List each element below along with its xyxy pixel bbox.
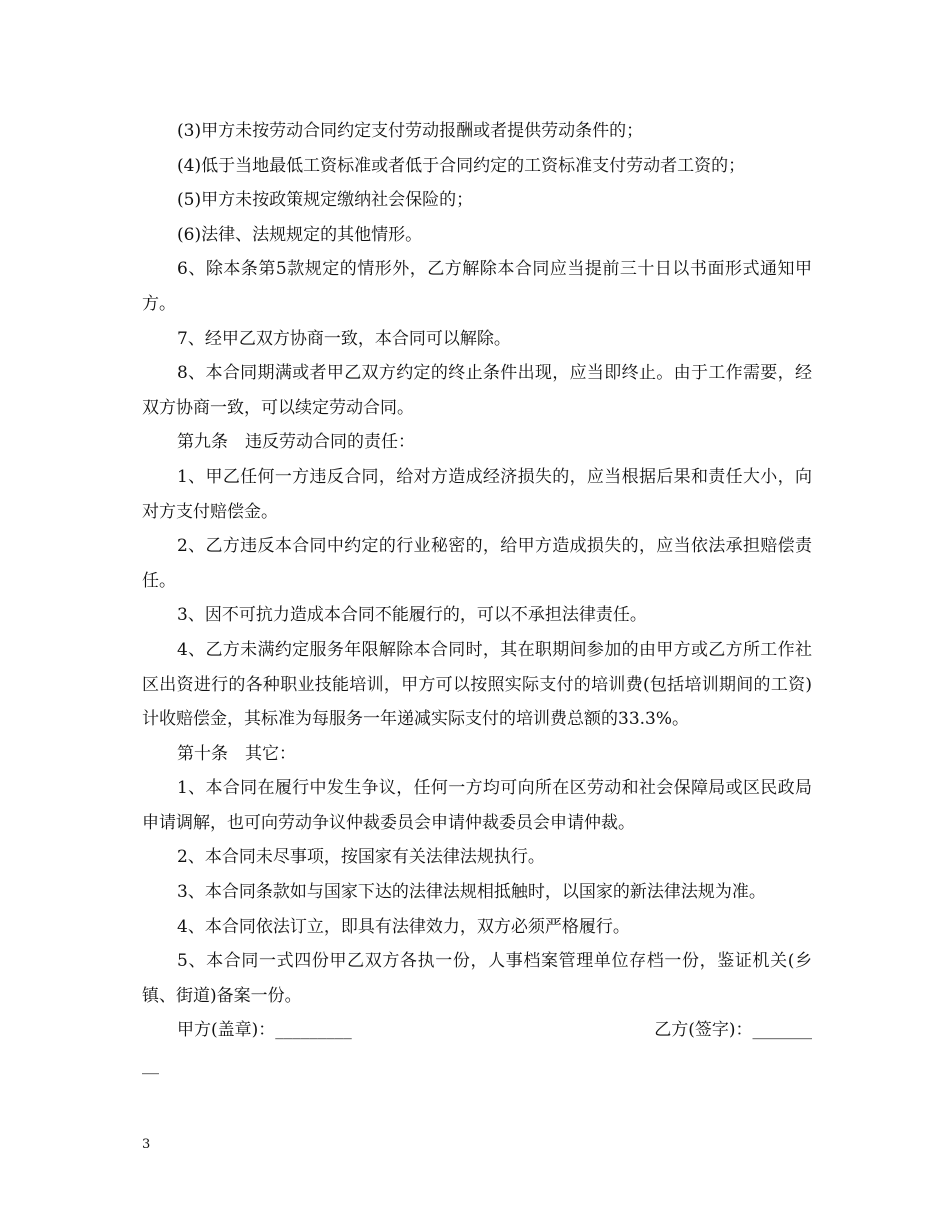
clause-paragraph: 1、甲乙任何一方违反合同，给对方造成经济损失的，应当根据后果和责任大小，向对方支付赔偿金。	[142, 466, 812, 522]
clause-paragraph: 4、本合同依法订立，即具有法律效力，双方必须严格履行。	[177, 916, 630, 937]
clause-paragraph: 4、乙方未满约定服务年限解除本合同时，其在职期间参加的由甲方或乙方所工作社区出资进行的各种职业技能培训，甲方可以按照实际支付的培训费(包括培训期间的工资)计收赔偿金，其标准为每服务一年递减实际支付的培训费总额的33.3%。	[142, 639, 812, 730]
page-number: 3	[142, 1137, 151, 1152]
clause-paragraph: 3、因不可抗力造成本合同不能履行的，可以不承担法律责任。	[177, 605, 647, 626]
party-b-signature: 乙方(签字)：_______	[654, 1020, 812, 1041]
clause-paragraph: (4)低于当地最低工资标准或者低于合同约定的工资标准支付劳动者工资的；	[177, 155, 746, 176]
clause-paragraph: (3)甲方未按劳动合同约定支付劳动报酬或者提供劳动条件的；	[177, 121, 644, 141]
signature-row	[142, 1013, 812, 1048]
clause-paragraph: 5、本合同一式四份甲乙双方各执一份，人事档案管理单位存档一份，鉴证机关(乡镇、街道)备案一份。	[142, 951, 812, 1006]
signature-line-continuation: __	[142, 1055, 159, 1076]
clause-paragraph: 8、本合同期满或者甲乙双方约定的终止条件出现，应当即终止。由于工作需要，经双方协商一致，可以续定劳动合同。	[142, 363, 812, 418]
clause-paragraph: 3、本合同条款如与国家下达的法律法规相抵触时，以国家的新法律法规为准。	[177, 882, 766, 903]
party-a-signature: 甲方(盖章)：_________	[177, 1020, 352, 1041]
clause-paragraph: 7、经甲乙双方协商一致，本合同可以解除。	[177, 328, 511, 349]
clause-paragraph: (5)甲方未按政策规定缴纳社会保险的；	[177, 190, 474, 211]
clause-paragraph: 1、本合同在履行中发生争议，任何一方均可向所在区劳动和社会保障局或区民政局申请调解，也可向劳动争议仲裁委员会申请仲裁委员会申请仲裁。	[142, 778, 812, 833]
clause-paragraph: (6)法律、法规规定的其他情形。	[177, 224, 423, 245]
clause-paragraph: 6、除本条第5款规定的情形外，乙方解除本合同应当提前三十日以书面形式通知甲方。	[142, 259, 812, 314]
clause-paragraph: 2、乙方违反本合同中约定的行业秘密的，给甲方造成损失的，应当依法承担赔偿责任。	[142, 536, 812, 591]
article-heading: 第十条 其它：	[177, 743, 296, 764]
clause-paragraph: 2、本合同未尽事项，按国家有关法律法规执行。	[177, 847, 545, 868]
article-heading: 第九条 违反劳动合同的责任：	[177, 432, 415, 453]
contract-body	[142, 114, 812, 1083]
